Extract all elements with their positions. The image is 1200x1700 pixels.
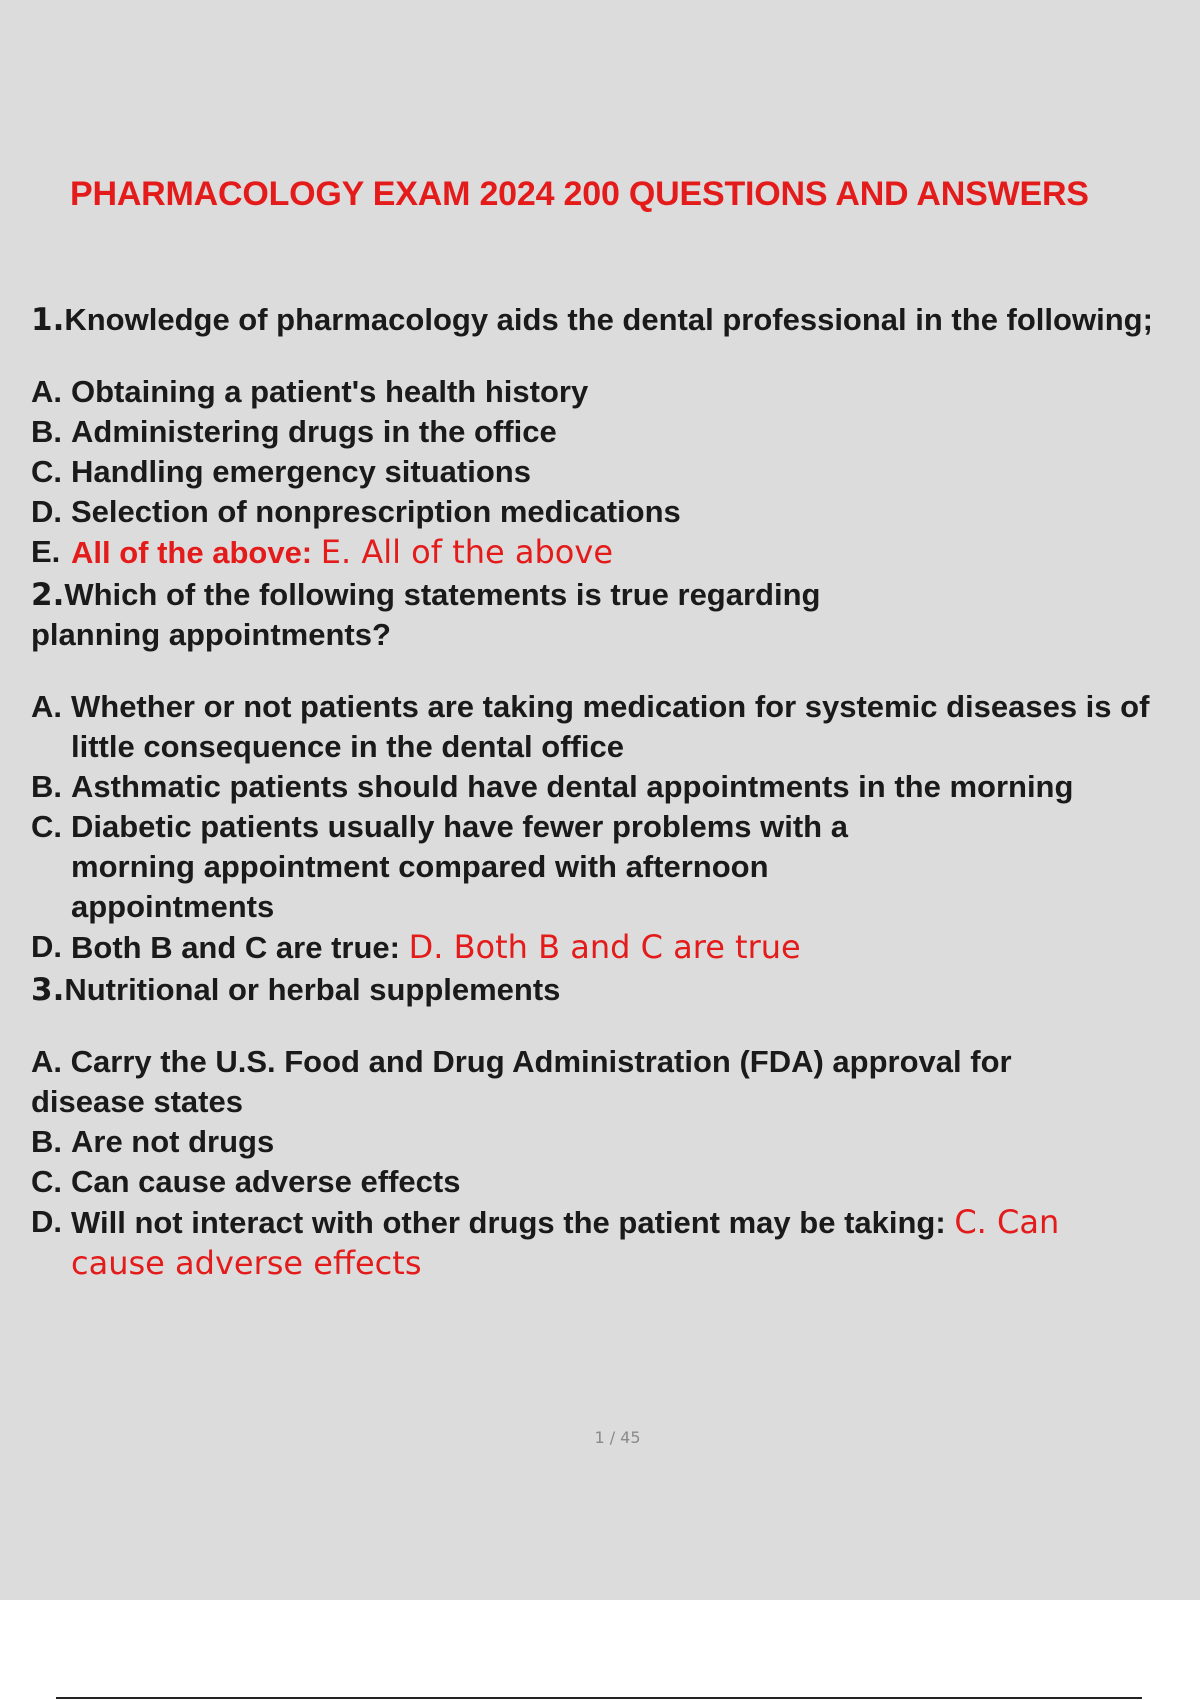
option-b: B. Are not drugs (31, 1124, 275, 1159)
question-3 (31, 970, 1191, 1284)
option-list (31, 372, 1191, 573)
option-c: C. Diabetic patients usually have fewer problems with a morning appointment compared with afternoon appointments (31, 809, 848, 924)
answer-text: C. Can cause adverse effects (71, 1203, 1060, 1282)
answer-text: E. All of the above (320, 533, 613, 571)
answer-text: D. Both B and C are true (408, 928, 801, 966)
option-c: C. Can cause adverse effects (31, 1164, 461, 1199)
question-text: 1.Knowledge of pharmacology aids the dental professional in the following; (31, 302, 1153, 338)
page-indicator: 1 / 45 (594, 1428, 641, 1447)
page-divider (56, 1697, 1142, 1699)
question-number: 2. (31, 577, 65, 613)
option-c: C. Handling emergency situations (31, 454, 531, 489)
option-a: A. Whether or not patients are taking medication for systemic diseases is of little consequence in the dental office (31, 689, 1150, 764)
option-d: D. Will not interact with other drugs the patient may be taking: C. Can cause adverse effects (31, 1203, 1060, 1282)
option-a: A. Carry the U.S. Food and Drug Administration (FDA) approval for disease states (31, 1044, 1012, 1119)
option-a: A. Obtaining a patient's health history (31, 374, 589, 409)
option-d: D. Both B and C are true: D. Both B and C are true (31, 928, 801, 966)
question-1 (31, 300, 1191, 573)
option-b: B. Asthmatic patients should have dental appointments in the morning (31, 769, 1074, 804)
question-text: 3.Nutritional or herbal supplements (31, 972, 561, 1008)
question-2 (31, 575, 1191, 968)
question-number: 1. (31, 302, 65, 338)
option-b: B. Administering drugs in the office (31, 414, 557, 449)
question-number: 3. (31, 972, 65, 1008)
option-list (31, 1042, 1191, 1284)
option-e: E. All of the above: E. All of the above (31, 533, 613, 571)
document-title: PHARMACOLOGY EXAM 2024 200 QUESTIONS AND ANSWERS (70, 175, 1089, 213)
option-d: D. Selection of nonprescription medications (31, 494, 681, 529)
option-list (31, 687, 1191, 968)
question-list (31, 300, 1191, 1284)
question-text: 2.Which of the following statements is true regarding planning appointments? (31, 577, 821, 652)
